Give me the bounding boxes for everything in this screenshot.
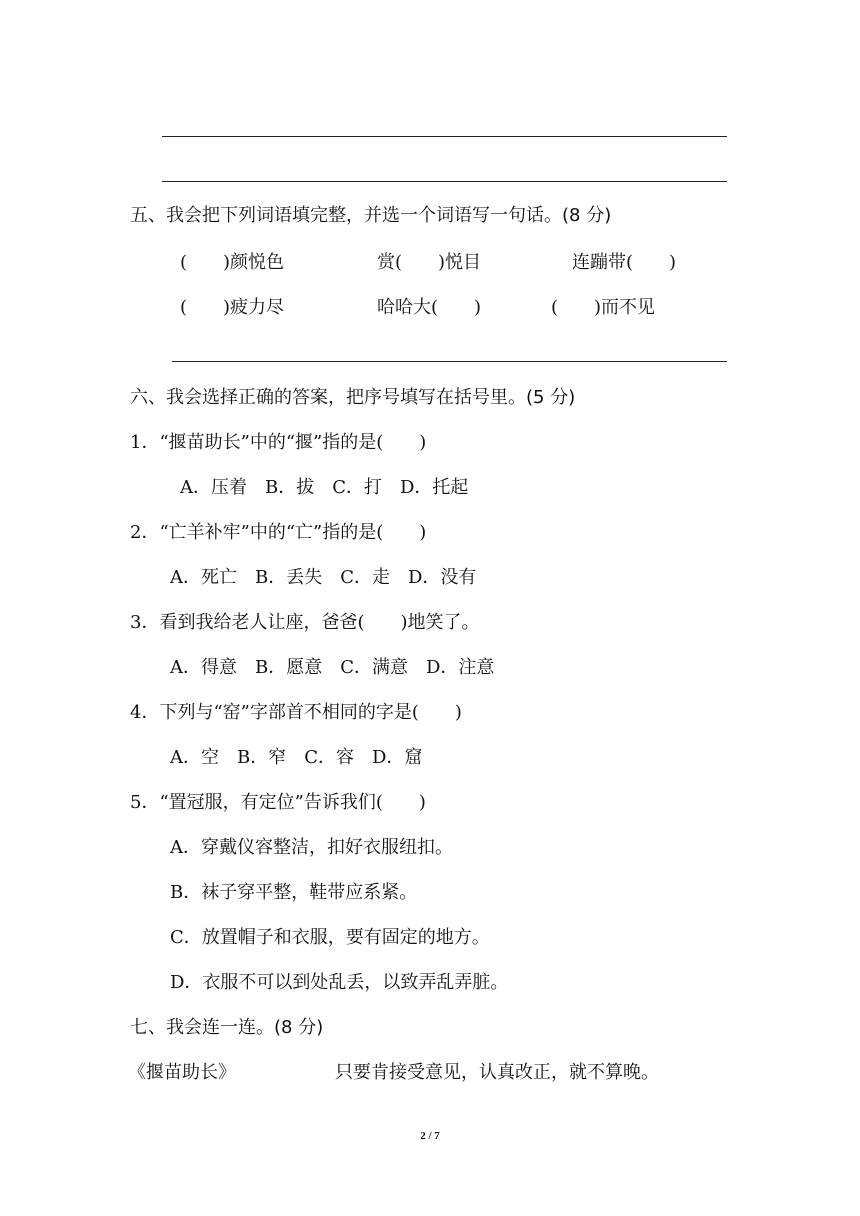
question-2-options: A．死亡 B．丢失 C．走 D．没有: [170, 567, 477, 588]
question-1: 1．“揠苗助长”中的“揠”指的是( ): [130, 432, 427, 453]
question-1-options: A．压着 B．拔 C．打 D．托起: [180, 477, 469, 498]
idiom-blank-4: ( )疲力尽: [180, 297, 285, 318]
question-3: 3．看到我给老人让座，爸爸( )地笑了。: [130, 612, 480, 633]
question-2: 2．“亡羊补牢”中的“亡”指的是( ): [130, 522, 427, 543]
idiom-blank-2: 赏( )悦目: [377, 252, 482, 273]
question-4-options: A．空 B．窄 C．容 D．窟: [170, 747, 423, 768]
question-4: 4．下列与“窑”字部首不相同的字是( ): [130, 702, 462, 723]
question-5: 5．“置冠服，有定位”告诉我们( ): [130, 792, 426, 813]
match-right-item[interactable]: 只要肯接受意见，认真改正，就不算晚。: [335, 1062, 659, 1083]
answer-line-2[interactable]: [162, 181, 727, 182]
section-7-title: 七、我会连一连。(8 分): [130, 1017, 324, 1038]
question-5-option-d: D．衣服不可以到处乱丢，以致弄乱弄脏。: [170, 972, 509, 993]
question-5-option-b: B．袜子穿平整，鞋带应系紧。: [170, 882, 418, 903]
sentence-answer-line[interactable]: [172, 361, 727, 362]
section-6-title: 六、我会选择正确的答案，把序号填写在括号里。(5 分): [130, 387, 576, 408]
question-5-option-c: C．放置帽子和衣服，要有固定的地方。: [170, 927, 490, 948]
section-5-title: 五、我会把下列词语填完整，并选一个词语写一句话。(8 分): [130, 205, 612, 226]
page-number: 2 / 7: [420, 1130, 440, 1142]
match-left-item[interactable]: 《揠苗助长》: [128, 1062, 236, 1083]
idiom-blank-3: 连蹦带( ): [572, 252, 677, 273]
idiom-blank-1: ( )颜悦色: [180, 252, 285, 273]
idiom-blank-6: ( )而不见: [551, 297, 656, 318]
idiom-blank-5: 哈哈大( ): [377, 297, 482, 318]
answer-line-1[interactable]: [162, 136, 727, 137]
question-5-option-a: A．穿戴仪容整洁，扣好衣服纽扣。: [170, 837, 453, 858]
question-3-options: A．得意 B．愿意 C．满意 D．注意: [170, 657, 495, 678]
